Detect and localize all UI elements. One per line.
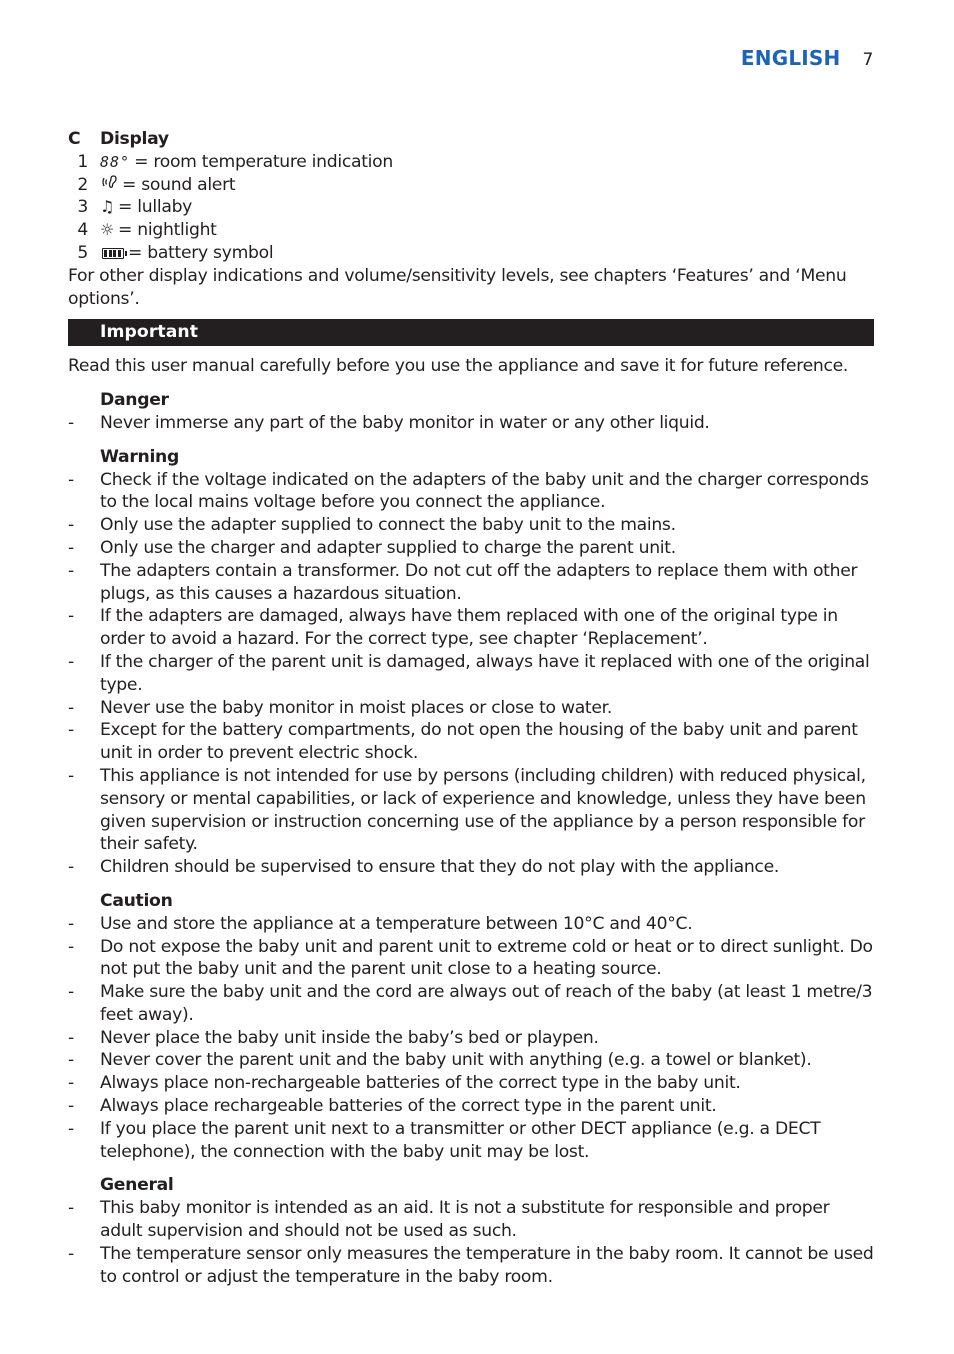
list-item: - If the adapters are damaged, always have them replaced with one of the original type in order to avoid a hazard. For the correct type, see chapter ‘Replacement’.: [68, 606, 838, 650]
list-item: - If you place the parent unit next to a transmitter or other DECT appliance (e.g. a DECT telephone), the connection with the baby unit may be lost.: [68, 1118, 821, 1162]
list-item: - This baby monitor is intended as an aid. It is not a substitute for responsible and proper adult supervision and should not be used as such.: [68, 1198, 830, 1242]
danger-list: [68, 412, 874, 435]
list-item: - The temperature sensor only measures the temperature in the baby room. It cannot be used to control or adjust the temperature in the baby room.: [68, 1243, 874, 1287]
page-number: 7: [862, 50, 873, 70]
caution-heading: Caution: [100, 890, 173, 911]
warning-list: [68, 469, 874, 879]
list-item: - Children should be supervised to ensure that they do not play with the appliance.: [68, 857, 780, 878]
temperature-digits-icon: 88°: [100, 152, 131, 171]
list-item: - Use and store the appliance at a temperature between 10°C and 40°C.: [68, 913, 693, 934]
item-text: = nightlight: [118, 220, 217, 241]
item-number: 4: [77, 220, 88, 241]
section-letter: C: [68, 129, 81, 149]
item-text: = sound alert: [122, 174, 236, 195]
danger-heading: Danger: [100, 390, 169, 411]
item-number: 1: [77, 151, 88, 172]
battery-icon: [102, 248, 124, 259]
list-item: - If the charger of the parent unit is damaged, always have it replaced with one of the original type.: [68, 651, 870, 695]
list-item: - Never place the baby unit inside the baby’s bed or playpen.: [68, 1027, 599, 1048]
item-text: = lullaby: [118, 197, 193, 218]
list-item: - Check if the voltage indicated on the adapters of the baby unit and the charger corresponds to the local mains voltage before you connect the appliance.: [68, 469, 869, 513]
item-number: 2: [77, 174, 88, 195]
list-item: - This appliance is not intended for use by persons (including children) with reduced physical, sensory or mental capabilities, or lack of experience and knowledge, unless they have been given supervision or instruction concerning use of the appliance by a person responsible for their safety.: [68, 765, 866, 855]
display-item: [68, 174, 874, 197]
list-item: - Never immerse any part of the baby monitor in water or any other liquid.: [68, 412, 710, 433]
item-text: = battery symbol: [128, 242, 274, 263]
display-item: [68, 151, 874, 174]
display-note: For other display indications and volume/sensitivity levels, see chapters ‘Features’ and ‘Menu options’.: [68, 265, 847, 309]
list-item: - Always place non-rechargeable batteries of the correct type in the baby unit.: [68, 1073, 741, 1094]
important-heading: Important: [68, 319, 874, 346]
list-item: - The adapters contain a transformer. Do not cut off the adapters to replace them with other plugs, as this causes a hazardous situation.: [68, 560, 858, 604]
warning-heading: Warning: [100, 446, 179, 467]
language-label: ENGLISH: [740, 46, 841, 70]
item-number: 5: [77, 242, 88, 263]
sound-alert-icon: [100, 174, 118, 197]
list-item: - Never use the baby monitor in moist places or close to water.: [68, 697, 612, 718]
lullaby-note-icon: ♫: [100, 197, 115, 217]
item-number: 3: [77, 197, 88, 218]
display-item: [68, 196, 874, 219]
list-item: - Do not expose the baby unit and parent unit to extreme cold or heat or to direct sunlight. Do not put the baby unit and the parent unit close to a heating source.: [68, 936, 873, 980]
display-item: [68, 219, 874, 242]
item-text: = room temperature indication: [134, 151, 393, 172]
section-heading-display: [68, 128, 874, 151]
list-item: - Always place rechargeable batteries of the correct type in the parent unit.: [68, 1096, 717, 1117]
display-item: [68, 242, 874, 265]
page-content: [68, 128, 874, 1288]
list-item: - Except for the battery compartments, do not open the housing of the baby unit and parent unit in order to prevent electric shock.: [68, 720, 858, 764]
page-header: [741, 47, 873, 72]
section-title: Display: [100, 129, 169, 149]
nightlight-icon: ☼: [100, 220, 115, 240]
important-intro: Read this user manual carefully before you use the appliance and save it for future reference.: [68, 356, 849, 377]
list-item: - Only use the charger and adapter supplied to charge the parent unit.: [68, 537, 676, 558]
list-item: - Make sure the baby unit and the cord are always out of reach of the baby (at least 1 metre/3 feet away).: [68, 982, 873, 1025]
caution-list: [68, 913, 874, 1164]
general-heading: General: [100, 1175, 174, 1196]
display-list: [68, 151, 874, 265]
general-list: [68, 1197, 874, 1288]
list-item: - Only use the adapter supplied to connect the baby unit to the mains.: [68, 515, 676, 536]
list-item: - Never cover the parent unit and the baby unit with anything (e.g. a towel or blanket).: [68, 1050, 812, 1071]
